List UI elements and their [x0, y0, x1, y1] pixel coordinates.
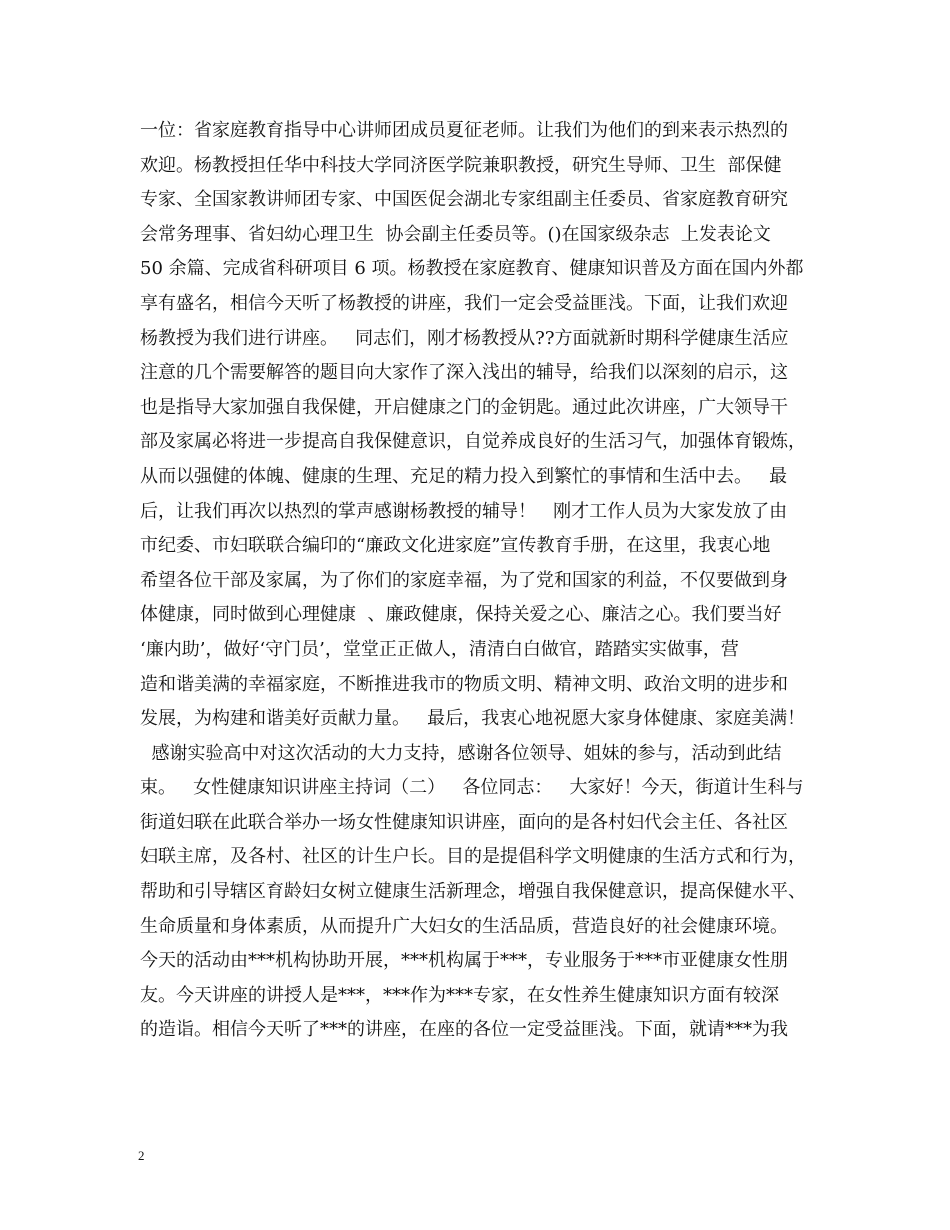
text-line: 一位：省家庭教育指导中心讲师团成员夏征老师。让我们为他们的到来表示热烈的 [140, 120, 788, 141]
text-line: 欢迎。杨教授担任华中科技大学同济医学院兼职教授，研究生导师、卫生 部保健 [140, 154, 782, 176]
text-line: ‘廉内助’，做好‘守门员’，堂堂正正做人，清清白白做官，踏踏实实做事，营 [140, 638, 739, 660]
text-line: 从而以强健的体魄、健康的生理、充足的精力投入到繁忙的事情和生活中去。 最 [140, 465, 788, 487]
text-line: 希望各位干部及家属，为了你们的家庭幸福，为了党和国家的利益，不仅要做到身 [140, 569, 788, 591]
text-line: 发展，为构建和谐美好贡献力量。 最后，我衷心地祝愿大家身体健康、家庭美满！ [140, 708, 806, 730]
text-line: 妇联主席，及各村、社区的计生户长。目的是提倡科学文明健康的生活方式和行为， [140, 846, 806, 868]
text-line: 今天的活动由***机构协助开展，***机构属于***，专业服务于***市亚健康女性朋 [140, 950, 788, 972]
text-line: 也是指导大家加强自我保健，开启健康之门的金钥匙。通过此次讲座，广大领导干 [140, 396, 788, 418]
text-line: 生命质量和身体素质，从而提升广大妇女的生活品质，营造良好的社会健康环境。 [140, 915, 788, 937]
text-line: 后，让我们再次以热烈的掌声感谢杨教授的辅导！ 刚才工作人员为大家发放了由 [140, 500, 788, 522]
page-number: 2 [138, 1148, 145, 1163]
text-line: 市纪委、市妇联联合编印的“廉政文化进家庭”宣传教育手册，在这里，我衷心地 [140, 535, 771, 557]
text-line: 感谢实验高中对这次活动的大力支持，感谢各位领导、姐妹的参与，活动到此结 [140, 742, 782, 764]
text-line: 会常务理事、省妇幼心理卫生 协会副主任委员等。()在国家级杂志 上发表论文 [140, 223, 771, 245]
text-line: 的造诣。相信今天听了***的讲座，在座的各位一定受益匪浅。下面，就请***为我 [140, 1019, 788, 1041]
text-line: 友。今天讲座的讲授人是***，***作为***专家，在女性养生健康知识方面有较深 [140, 984, 779, 1006]
text-line: 体健康，同时做到心理健康 、廉政健康，保持关爱之心、廉洁之心。我们要当好 [140, 604, 782, 626]
text-line: 街道妇联在此联合举办一场女性健康知识讲座，面向的是各村妇代会主任、各社区 [140, 811, 788, 833]
text-line: 束。 女性健康知识讲座主持词（二） 各位同志： 大家好！今天，街道计生科与 [140, 777, 804, 799]
text-line: 注意的几个需要解答的题目向大家作了深入浅出的辅导，给我们以深刻的启示，这 [140, 362, 788, 384]
text-line: 部及家属必将进一步提高自我保健意识，自觉养成良好的生活习气，加强体育锻炼， [140, 431, 806, 453]
body-text [140, 114, 830, 1048]
text-line: 帮助和引导辖区育龄妇女树立健康生活新理念，增强自我保健意识，提高保健水平、 [140, 881, 806, 903]
text-line: 享有盛名，相信今天听了杨教授的讲座，我们一定会受益匪浅。下面，让我们欢迎 [140, 292, 788, 314]
text-line: 专家、全国家教讲师团专家、中国医促会湖北专家组副主任委员、省家庭教育研究 [140, 189, 788, 211]
text-line: 杨教授为我们进行讲座。 同志们，刚才杨教授从??方面就新时期科学健康生活应 [140, 327, 789, 349]
text-line: 50 余篇、完成省科研项目 6 项。杨教授在家庭教育、健康知识普及方面在国内外都 [140, 258, 804, 280]
text-line: 造和谐美满的幸福家庭，不断推进我市的物质文明、精神文明、政治文明的进步和 [140, 673, 788, 695]
